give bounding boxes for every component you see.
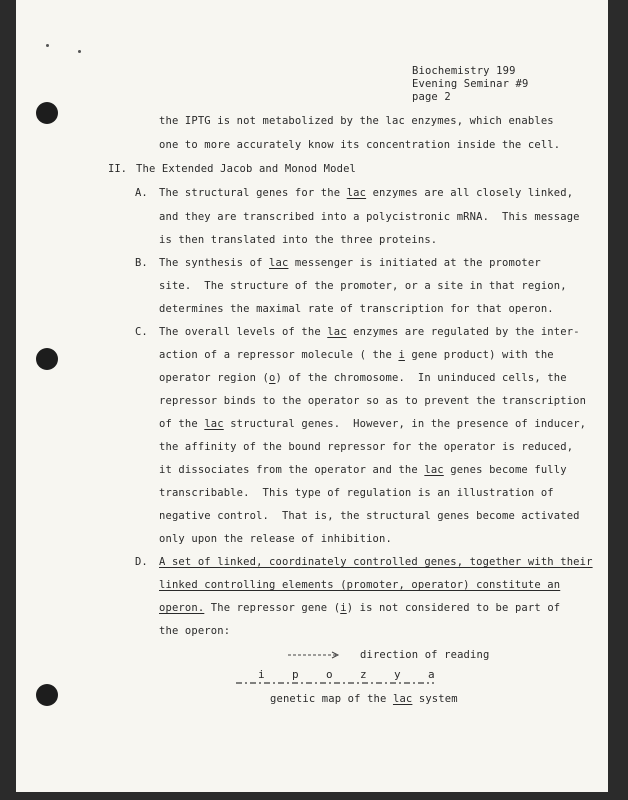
item-marker-d: D. [135,556,148,568]
item-marker-b: B. [135,257,148,269]
item-a-line: is then translated into the three proteins. [159,234,438,246]
item-marker-a: A. [135,187,148,199]
item-d-line: A set of linked, coordinately controlled genes, together with their [159,556,593,568]
item-c-line: repressor binds to the operator so as to prevent the transcription [159,395,587,407]
item-b-line: site. The structure of the promoter, or a site in that region, [159,280,567,292]
item-c-line: operator region (o) of the chromosome. In uninduced cells, the [159,372,567,384]
item-c-line: The overall levels of the lac enzymes are regulated by the inter- [159,326,580,338]
diagram-caption: genetic map of the lac system [270,693,458,705]
gene-label-z: z [360,668,367,681]
paper-speck [78,50,81,53]
item-a-line: The structural genes for the lac enzymes are all closely linked, [159,187,574,199]
continuation-line: the IPTG is not metabolized by the lac enzymes, which enables [159,115,554,127]
header-seminar: Evening Seminar #9 [412,78,529,90]
gene-label-y: y [394,668,401,681]
item-marker-c: C. [135,326,148,338]
reading-direction-arrow [288,652,338,658]
gene-label-a: a [428,668,435,681]
gene-label-p: p [292,668,299,681]
gene-label-i: i [258,668,265,681]
item-c-line: it dissociates from the operator and the lac genes become fully [159,464,567,476]
item-c-line: the affinity of the bound repressor for the operator is reduced, [159,441,574,453]
header-page: page 2 [412,91,451,103]
item-d-line: linked controlling elements (promoter, operator) constitute an [159,579,561,591]
gene-letters [258,668,435,681]
item-c-line: action of a repressor molecule ( the i gene product) with the [159,349,554,361]
binder-hole-middle [36,348,58,370]
document-page [16,0,608,792]
direction-label: direction of reading [360,649,490,661]
binder-hole-top [36,102,58,124]
gene-label-o: o [326,668,333,681]
item-b-line: determines the maximal rate of transcription for that operon. [159,303,554,315]
continuation-line: one to more accurately know its concentration inside the cell. [159,139,561,151]
item-d-line: the operon: [159,625,231,637]
item-b-line: The synthesis of lac messenger is initiated at the promoter [159,257,541,269]
item-d-line: operon. The repressor gene (i) is not considered to be part of [159,602,561,614]
item-c-line: transcribable. This type of regulation is an illustration of [159,487,554,499]
section-numeral: II. [108,163,127,175]
paper-speck [46,44,49,47]
item-c-line: of the lac structural genes. However, in the presence of inducer, [159,418,587,430]
header-course: Biochemistry 199 [412,65,516,77]
item-a-line: and they are transcribed into a polycistronic mRNA. This message [159,211,580,223]
section-title: The Extended Jacob and Monod Model [136,163,357,175]
item-c-line: negative control. That is, the structural genes become activated [159,510,580,522]
binder-hole-bottom [36,684,58,706]
item-c-line: only upon the release of inhibition. [159,533,392,545]
